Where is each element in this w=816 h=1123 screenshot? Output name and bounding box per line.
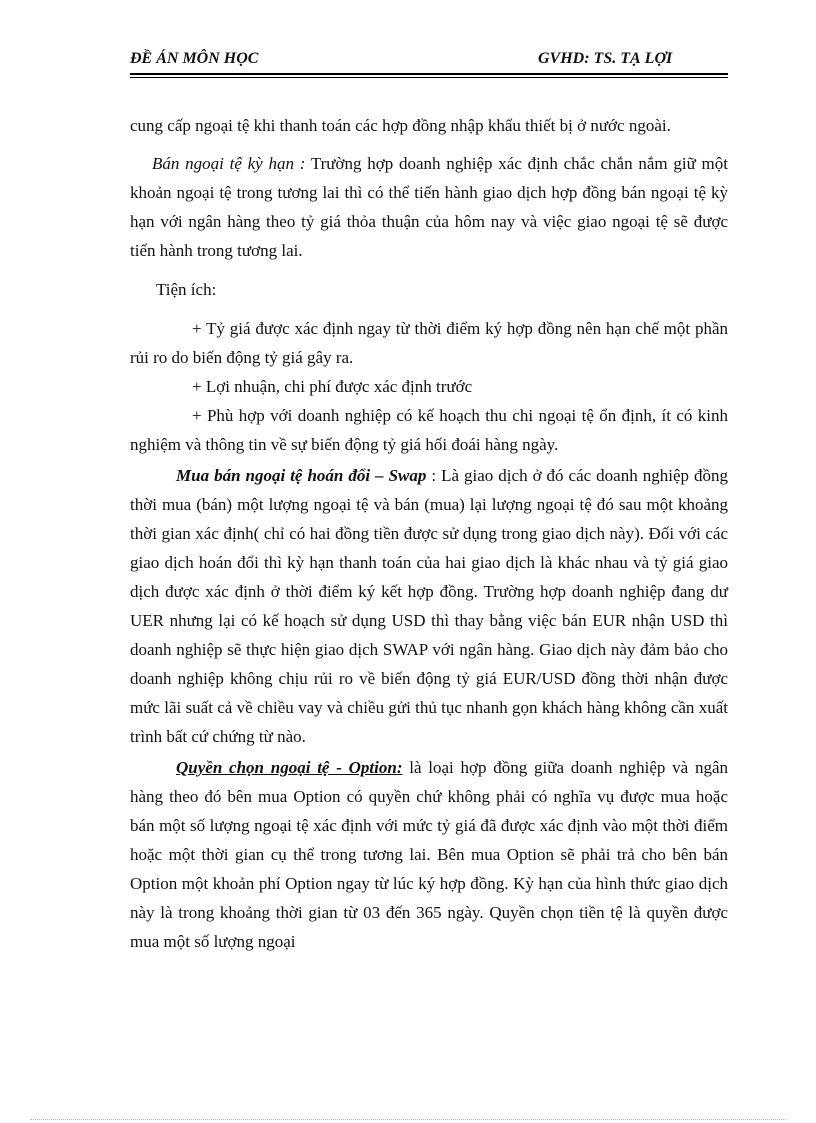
benefits-heading: Tiện ích: [156, 280, 217, 299]
paragraph-option [130, 753, 728, 956]
term-forward-sale: Bán ngoại tệ kỳ hạn : [152, 154, 306, 173]
header-supervisor: GVHD: TS. TẠ LỢI [538, 50, 673, 67]
paragraph-text: Trường hợp doanh nghiệp xác định chắc chắn nắm giữ một khoản ngoại tệ trong tương lai thì có thể tiến hành giao dịch hợp đồng bán ngoại tệ kỳ hạn với ngân hàng theo tỷ giá thỏa thuận của hôm nay và việc giao ngoại tệ sẽ được tiến hành trong tương lai. [130, 154, 728, 260]
page-header [130, 50, 728, 72]
paragraph-text: là loại hợp đồng giữa doanh nghiệp và ngân hàng theo đó bên mua Option có quyền chứ không phải có nghĩa vụ được mua hoặc bán một số lượng ngoại tệ xác định với mức tỷ giá đã được xác định vào một thời điểm hoặc một thời gian cụ thể trong tương lai. Bên mua Option sẽ phải trả cho bên bán Option một khoản phí Option ngay từ lúc ký hợp đồng. Kỳ hạn của hình thức giao dịch này là trong khoảng thời gian từ 03 đến 365 ngày. Quyền chọn tiền tệ là quyền được mua một số lượng ngoại [130, 758, 728, 951]
term-swap: Mua bán ngoại tệ hoán đổi – Swap [176, 466, 427, 485]
header-rule-thick [130, 73, 728, 75]
benefit-item: + Lợi nhuận, chi phí được xác định trước [192, 377, 473, 396]
benefit-item: + Tỷ giá được xác định ngay từ thời điểm ký hợp đồng nên hạn chế một phần rủi ro do biến động tỷ giá gây ra. [130, 319, 728, 367]
page-bottom-border [30, 1119, 786, 1120]
term-option: Quyền chọn ngoại tệ - Option: [176, 758, 403, 777]
paragraph-swap [130, 461, 728, 751]
benefit-item: + Phù hợp với doanh nghiệp có kế hoạch thu chi ngoại tệ ổn định, ít có kinh nghiệm và thông tin về sự biến động tỷ giá hối đoái hàng ngày. [130, 406, 728, 454]
paragraph-forward-sale [130, 149, 728, 265]
document-body [130, 111, 728, 956]
header-title: ĐỀ ÁN MÔN HỌC [130, 50, 259, 67]
header-rule-thin [130, 77, 728, 78]
paragraph-text: : Là giao dịch ở đó các doanh nghiệp đồng thời mua (bán) một lượng ngoại tệ và bán (mua) lại lượng ngoại tệ đó sau một khoảng thời gian xác định( chỉ có hai đồng tiền được sử dụng trong giao dịch này). Đối với các giao dịch hoán đổi thì kỳ hạn thanh toán của hai giao dịch là khác nhau và tỷ giá giao dịch được xác định ở thời điểm ký kết hợp đồng. Trường hợp doanh nghiệp đang dư UER nhưng lại có kế hoạch sử dụng USD thì thay bằng việc bán EUR nhận USD thì doanh nghiệp sẽ thực hiện giao dịch SWAP với ngân hàng. Giao dịch này đảm bảo cho doanh nghiệp không chịu rủi ro về biến động tỷ giá EUR/USD đồng thời nhận được mức lãi suất cả về chiều vay và chiều gửi thủ tục nhanh gọn khách hàng không cần xuất trình bất cứ chứng từ nào. [130, 466, 728, 746]
paragraph: cung cấp ngoại tệ khi thanh toán các hợp đồng nhập khẩu thiết bị ở nước ngoài. [130, 116, 671, 135]
